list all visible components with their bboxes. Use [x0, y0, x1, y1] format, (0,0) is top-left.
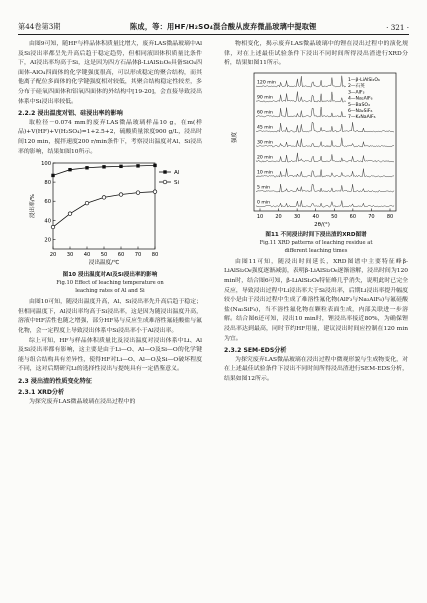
y-tick-label: 100 [41, 161, 51, 168]
paragraph: 由图11可知，随浸出时间延长，XRD图谱中主要特征峰β-LiAlSi₂O₆强度逐渐减弱，表明β-LiAlSi₂O₆逐渐溶解，浸出时间为120 min时，结合图6可知，β-LiAlSi₂O₆特征峰几乎消失，说明此时已完全反应，导致浸出过程中Li浸出率大于Si浸出率，后期Li浸出率提升幅度较小是由于浸出过程中生成了难溶性氟化物(AlF₃与Na₃AlF₆)与氟硅酸盐(Na₂SiF₆)，当不溶性氟化物在颗粒表面生成，内部关联进一步溶解。结合图6还可知，浸出10 min时，锂浸出率接近80%，为确保锂浸出率达到最高，同时节约HF用量，建议浸出时间应控制在120 min为宜。 [224, 258, 408, 342]
xrd-legend-entry: 1—β-LiAlSi₂O₆ [348, 77, 380, 83]
xrd-legend-entry: 7—K₂NaAlF₆ [348, 114, 376, 120]
data-point-Al [136, 164, 139, 167]
data-point-Si [153, 190, 157, 194]
xrd-x-tick-label: 50 [331, 213, 338, 220]
x-tick-label: 60 [117, 252, 125, 259]
header-volume: 第44卷第3期 [18, 22, 61, 31]
xrd-time-label: 10 min [257, 170, 273, 176]
xrd-time-label: 60 min [257, 110, 273, 116]
figure-11-caption-en-2: different leaching times [284, 247, 348, 254]
data-point-Al [153, 164, 156, 167]
xrd-time-label: 30 min [257, 140, 273, 146]
xrd-x-ticks [257, 208, 393, 220]
subsection-heading: 2.3.1 XRD分析 [18, 389, 65, 397]
data-point-Al [119, 165, 122, 168]
xrd-legend [346, 75, 395, 121]
paragraph: 由图10可知，随浸出温度升高，Al、Si浸出率先升高后趋于稳定；但相同温度下，Al浸出率均高于Si浸出率，这是因为随浸出温度升高，溶液中HF活性也随之增强，部分HF易与反应生成难溶性氟硅酸盐与氟化物，会一定程度上导致浸出体系中Si浸出率小于Al浸出率。 [18, 299, 202, 334]
x-axis-label: 浸出温度/℃ [88, 260, 120, 267]
x-tick-label: 20 [49, 252, 57, 259]
header-title: 陈成，等：用HF/H₂SO₄混合酸从废弃微晶玻璃中提取锂 [130, 22, 317, 31]
xrd-x-tick-label: 70 [368, 213, 375, 220]
right-column [224, 40, 408, 385]
xrd-time-label: 0 min [257, 200, 271, 206]
figure-10-chart [25, 157, 195, 269]
legend-label-Al: Al [174, 170, 180, 177]
data-point-Si [136, 191, 140, 195]
xrd-trace [256, 153, 394, 162]
paragraph: 为探究废弃LAS微晶玻璃在浸出过程中微观形貌与生成物变化，对在上述最佳试验条件下浸出不同时间所得浸出渣进行SEM-EDS分析，结果如图12所示。 [224, 356, 408, 382]
xrd-legend-entry: 5—BaSO₄ [348, 102, 370, 108]
legend-marker-Si [163, 180, 167, 184]
x-tick-label: 80 [151, 252, 159, 259]
xrd-time-labels [257, 79, 276, 205]
left-column [18, 40, 202, 408]
data-point-Al [102, 165, 105, 168]
xrd-time-label: 120 min [257, 80, 276, 86]
running-header [18, 18, 409, 32]
paragraph: 综上可知，HF与样品体积质量比及浸出温度对浸出体系中Li、Al及Si浸出率都有影响，这主要是由于Li—O、Al—O及Si—O的化学键能与组合结构具有差异性，使得HF对Li—O、Al—O及Si—O破坏程度不同，这对后期研究Li的选择性浸出与提纯具有一定借鉴意义。 [18, 337, 202, 373]
x-tick-label: 30 [66, 252, 74, 259]
data-point-Al [51, 174, 54, 177]
data-point-Al [68, 168, 71, 171]
data-point-Si [51, 225, 55, 229]
xrd-x-tick-label: 30 [293, 213, 301, 220]
xrd-x-tick-label: 40 [312, 213, 319, 220]
y-tick-label: 20 [44, 237, 51, 244]
data-point-Si [102, 196, 106, 200]
x-tick-label: 70 [134, 252, 142, 259]
xrd-ylabel: 强度 [232, 131, 238, 143]
xrd-legend-entry: 4—Na₂AlF₆ [348, 96, 373, 102]
xrd-time-label: 5 min [257, 185, 271, 191]
data-point-Al [85, 166, 88, 169]
y-tick-label: 80 [44, 180, 51, 187]
x-tick-label: 40 [83, 252, 91, 259]
xrd-legend-entry: 2—石英 [348, 83, 365, 89]
xrd-trace [256, 200, 394, 207]
header-page-number: · 321 · [386, 23, 409, 32]
paragraph: 取粒径－0.074 mm的废弃LAS微晶玻璃样品10 g，在m(样品)+V(HF)+V(H₂SO₄)=1+2.5+2，硫酸质量浓度900 g/L，浸出时间120 min，搅拌速度200 r/min条件下，考察浸出温度对Al、Si浸出率的影响，结果如图10所示。 [18, 119, 202, 155]
xrd-legend-entry: 6—Na₂SiF₆ [348, 108, 373, 114]
paragraph: 由图9可知，随HF与样品体积质量比增大，废弃LAS微晶玻璃中Al及Si浸出率都呈先升高后趋于稳定趋势，但相同液固体积质量比条件下，Al浸出率均高于Si，这是因为四方石晶体β-LiAlSi₂O₆具备SiO₄四面体-AlO₄四面体的化学键强度很高，可以形成稳定的聚合结构，而其他离子配位多面体的化学键强度相对较低，其聚合结构稳定性较差，多分布于硅氧四面体和铝氧四面体的外结构中[19-20]，会直接导致浸出体系中Si浸出率较低。 [18, 41, 202, 105]
xrd-x-tick-label: 60 [349, 213, 357, 220]
figure-10-caption [18, 271, 202, 295]
figure-10-caption-cn: 图10 浸出温度对Al及Si浸出率的影响 [62, 272, 158, 279]
figure-11-xrd-chart [230, 69, 402, 229]
xrd-x-tick-label: 10 [256, 213, 264, 220]
xrd-trace [256, 184, 394, 192]
section-heading: 2.2.2 浸出温度对铝、硅浸出率的影响 [18, 110, 123, 118]
legend-marker-Al [163, 170, 166, 173]
xrd-time-label: 45 min [257, 125, 273, 131]
xrd-trace [256, 122, 394, 132]
legend-label-Si: Si [174, 180, 180, 187]
xrd-x-tick-label: 80 [386, 213, 394, 220]
x-tick-label: 50 [100, 252, 108, 259]
figure-11-caption [224, 231, 408, 255]
paragraph: 为探究废弃LAS微晶玻璃在浸出过程中的 [29, 399, 136, 406]
y-tick-label: 60 [44, 199, 51, 206]
paragraph: 物相变化，揭示废弃LAS微晶玻璃中的锂在浸出过程中的演化规律，对在上述最佳试验条件下浸出不同时间所得浸出渣进行XRD分析，结果如图11所示。 [224, 41, 408, 67]
subsection-heading: 2.3.2 SEM-EDS分析 [224, 347, 287, 355]
xrd-time-label: 90 min [257, 95, 273, 101]
header-rule [18, 34, 409, 35]
figure-10-caption-en-1: Fig.10 Effect of leaching temperature on [56, 280, 164, 287]
section-heading: 2.3 浸出渣的性质变化特征 [18, 377, 92, 385]
data-point-Si [68, 212, 72, 216]
xrd-time-label: 20 min [257, 155, 273, 161]
xrd-trace [256, 138, 394, 147]
figure-10-caption-en-2: leaching rates of Al and Si [75, 288, 145, 295]
chart-frame [53, 163, 155, 249]
xrd-legend-entry: 3—AlF₃ [348, 90, 365, 96]
y-tick-label: 40 [44, 218, 51, 225]
xrd-xlabel: 2θ/(°) [314, 221, 330, 228]
figure-11-caption-cn: 图11 不同浸出时间下浸出渣的XRD图谱 [265, 231, 367, 238]
data-point-Si [85, 201, 89, 205]
data-point-Si [119, 193, 123, 197]
figure-11-caption-en-1: Fig.11 XRD patterns of leaching residue at [259, 239, 373, 246]
xrd-trace [256, 168, 394, 176]
xrd-x-tick-label: 20 [275, 213, 282, 220]
y-axis-label: 浸出率/% [30, 194, 36, 219]
